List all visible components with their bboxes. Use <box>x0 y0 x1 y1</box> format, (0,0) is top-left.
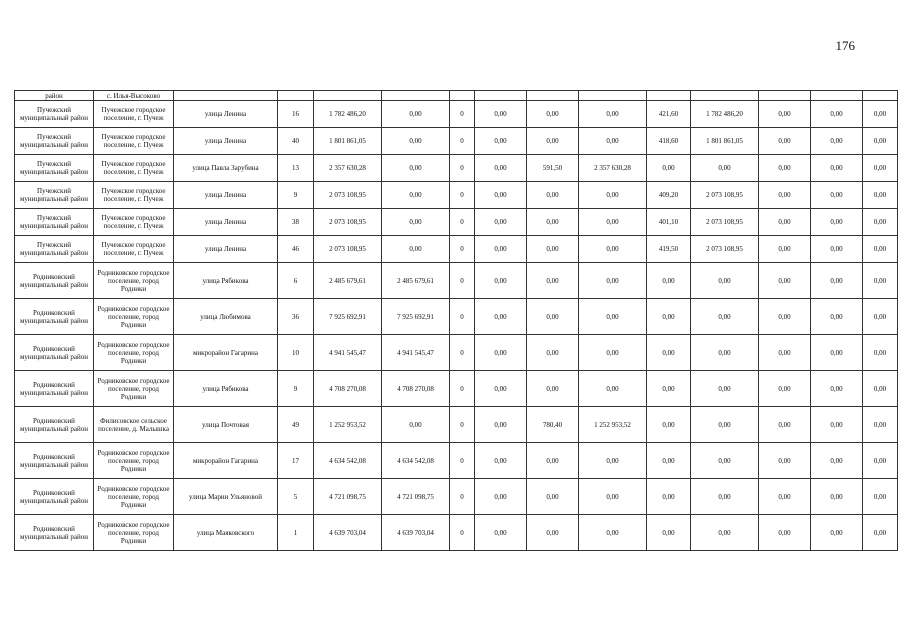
table-cell: Пучежское городское поселение, г. Пучеж <box>94 155 174 182</box>
table-cell: Родниковское городское поселение, город Родники <box>94 371 174 407</box>
table-cell: Пучежское городское поселение, г. Пучеж <box>94 236 174 263</box>
table-cell: 1 <box>278 515 314 551</box>
table-cell: 0,00 <box>811 407 863 443</box>
table-cell: Пучежский муниципальный район <box>15 182 94 209</box>
table-row <box>15 236 898 263</box>
table-cell: 49 <box>278 407 314 443</box>
table-cell: 0,00 <box>863 128 898 155</box>
table-cell: 0,00 <box>811 182 863 209</box>
table-cell: 0,00 <box>863 407 898 443</box>
table-cell <box>759 91 811 101</box>
table-cell: 0,00 <box>759 263 811 299</box>
table-cell: 13 <box>278 155 314 182</box>
table-cell: улица Ленина <box>174 236 278 263</box>
table-cell: с. Илья-Высоково <box>94 91 174 101</box>
table-cell: 0,00 <box>759 236 811 263</box>
table-cell: 0,00 <box>475 263 527 299</box>
table-cell: 0,00 <box>647 407 691 443</box>
table-cell: 0,00 <box>382 128 450 155</box>
table-cell: 0,00 <box>811 155 863 182</box>
table-cell: 0,00 <box>647 263 691 299</box>
table-cell: Пучежский муниципальный район <box>15 155 94 182</box>
table-row <box>15 209 898 236</box>
table-cell: район <box>15 91 94 101</box>
table-cell: 0,00 <box>691 371 759 407</box>
table-cell: 0,00 <box>579 128 647 155</box>
table-cell: 0,00 <box>527 299 579 335</box>
table-cell: Родниковское городское поселение, город Родники <box>94 263 174 299</box>
table-cell: 0,00 <box>759 155 811 182</box>
table-cell: 2 357 630,28 <box>314 155 382 182</box>
table-cell: 0,00 <box>691 407 759 443</box>
table-cell: 4 634 542,08 <box>382 443 450 479</box>
table-cell: 0,00 <box>382 155 450 182</box>
table-row <box>15 101 898 128</box>
table-cell: 0 <box>450 299 475 335</box>
table-cell: 4 639 703,04 <box>382 515 450 551</box>
table-cell: 4 634 542,08 <box>314 443 382 479</box>
table-cell: 0,00 <box>863 371 898 407</box>
table-cell: 0,00 <box>579 182 647 209</box>
table-cell <box>811 91 863 101</box>
table-cell: улица Маяковского <box>174 515 278 551</box>
table-cell: 0,00 <box>811 209 863 236</box>
table-cell: Пучежское городское поселение, г. Пучеж <box>94 101 174 128</box>
table-cell: 5 <box>278 479 314 515</box>
table-cell <box>475 91 527 101</box>
table-cell: Пучежский муниципальный район <box>15 128 94 155</box>
table-cell: 0,00 <box>527 335 579 371</box>
table-cell: улица Почтовая <box>174 407 278 443</box>
table-cell: 0,00 <box>475 335 527 371</box>
table-cell: Родниковский муниципальный район <box>15 263 94 299</box>
table-cell: 0,00 <box>475 479 527 515</box>
table-cell: 0,00 <box>863 479 898 515</box>
table-row <box>15 479 898 515</box>
table-cell: 0,00 <box>759 371 811 407</box>
table-cell: 0 <box>450 101 475 128</box>
table-cell: 0,00 <box>863 515 898 551</box>
table-cell <box>314 91 382 101</box>
table-cell: 0,00 <box>579 443 647 479</box>
table-cell: 418,60 <box>647 128 691 155</box>
table-cell: 0,00 <box>759 209 811 236</box>
table-cell: 0,00 <box>811 371 863 407</box>
table-cell: 38 <box>278 209 314 236</box>
table-cell: 0,00 <box>475 371 527 407</box>
table-cell: 9 <box>278 182 314 209</box>
table-cell: 0,00 <box>811 101 863 128</box>
table-cell <box>450 91 475 101</box>
table-cell: 0,00 <box>691 515 759 551</box>
table-cell: 0,00 <box>863 101 898 128</box>
table-cell: 0,00 <box>863 182 898 209</box>
table-cell: 0 <box>450 182 475 209</box>
table-cell: 0,00 <box>382 182 450 209</box>
table-cell: 0,00 <box>863 335 898 371</box>
table-cell: 4 941 545,47 <box>314 335 382 371</box>
table-cell: 2 073 108,95 <box>314 209 382 236</box>
table-cell: 0,00 <box>579 263 647 299</box>
table-cell: 4 708 270,08 <box>382 371 450 407</box>
table-cell: 0,00 <box>863 209 898 236</box>
table-cell: 0,00 <box>527 479 579 515</box>
page-number: 176 <box>835 38 855 53</box>
table-cell: Родниковский муниципальный район <box>15 479 94 515</box>
table-cell: 0 <box>450 128 475 155</box>
table-cell: 46 <box>278 236 314 263</box>
table-cell: 2 073 108,95 <box>314 182 382 209</box>
table-cell: 0 <box>450 371 475 407</box>
table-row <box>15 515 898 551</box>
table-cell: 0,00 <box>475 407 527 443</box>
table-cell: 0,00 <box>579 371 647 407</box>
table-cell: 0,00 <box>691 263 759 299</box>
table-cell: 0,00 <box>382 407 450 443</box>
table-cell: 2 357 630,28 <box>579 155 647 182</box>
table-cell: 0,00 <box>579 101 647 128</box>
table-row <box>15 155 898 182</box>
table-cell: 0,00 <box>527 128 579 155</box>
table-cell: 409,20 <box>647 182 691 209</box>
table-row <box>15 335 898 371</box>
table-cell: 0,00 <box>811 515 863 551</box>
table-cell: Пучежский муниципальный район <box>15 101 94 128</box>
table-cell <box>382 91 450 101</box>
table-cell: 0,00 <box>691 155 759 182</box>
table-cell: 0,00 <box>811 479 863 515</box>
table-cell: 0,00 <box>759 182 811 209</box>
table-cell: 780,40 <box>527 407 579 443</box>
table-cell: 0,00 <box>579 209 647 236</box>
table-cell: 591,50 <box>527 155 579 182</box>
table-cell: 401,10 <box>647 209 691 236</box>
table-row <box>15 443 898 479</box>
table-cell: 2 485 679,61 <box>314 263 382 299</box>
table-cell: 0,00 <box>759 299 811 335</box>
table-cell: 40 <box>278 128 314 155</box>
table-cell: 0,00 <box>579 299 647 335</box>
table-cell: 0,00 <box>811 335 863 371</box>
table-cell: 0,00 <box>475 182 527 209</box>
table-cell: улица Марии Ульяновой <box>174 479 278 515</box>
table-cell: Пучежское городское поселение, г. Пучеж <box>94 209 174 236</box>
table-cell: микрорайон Гагарина <box>174 443 278 479</box>
table-cell: 0,00 <box>475 101 527 128</box>
table-cell: 0,00 <box>579 479 647 515</box>
table-cell: 0,00 <box>382 236 450 263</box>
table-cell: 0,00 <box>527 263 579 299</box>
table-cell: Родниковский муниципальный район <box>15 371 94 407</box>
table-cell: 10 <box>278 335 314 371</box>
table-cell: 0 <box>450 263 475 299</box>
table-cell: Родниковский муниципальный район <box>15 335 94 371</box>
table-cell: 0,00 <box>647 299 691 335</box>
table-cell: 0,00 <box>811 128 863 155</box>
table-cell: 4 721 098,75 <box>382 479 450 515</box>
table-cell: 0,00 <box>647 443 691 479</box>
table-cell: 0,00 <box>647 515 691 551</box>
table-cell: 0,00 <box>811 263 863 299</box>
table-cell: 0,00 <box>527 515 579 551</box>
table-cell: 16 <box>278 101 314 128</box>
table-cell: 2 485 679,61 <box>382 263 450 299</box>
table-cell: 7 925 692,91 <box>314 299 382 335</box>
table-cell: 0,00 <box>527 443 579 479</box>
table-cell: 0,00 <box>475 515 527 551</box>
table-cell: 0,00 <box>382 101 450 128</box>
table-cell: Родниковское городское поселение, город Родники <box>94 515 174 551</box>
table-cell <box>174 91 278 101</box>
table-cell: улица Ленина <box>174 128 278 155</box>
table-cell <box>691 91 759 101</box>
table-cell <box>527 91 579 101</box>
table-cell: Родниковский муниципальный район <box>15 443 94 479</box>
table-cell: 36 <box>278 299 314 335</box>
table-cell: Родниковский муниципальный район <box>15 515 94 551</box>
table-cell: 0,00 <box>759 443 811 479</box>
table-cell: Пучежское городское поселение, г. Пучеж <box>94 182 174 209</box>
table-cell <box>863 91 898 101</box>
table-cell: Родниковский муниципальный район <box>15 299 94 335</box>
table-cell: 0,00 <box>863 299 898 335</box>
table-cell: 0,00 <box>863 155 898 182</box>
table-cell: 0,00 <box>647 155 691 182</box>
table-cell: Родниковское городское поселение, город Родники <box>94 299 174 335</box>
table-cell: 1 252 953,52 <box>314 407 382 443</box>
table-cell: 0,00 <box>759 335 811 371</box>
table-cell: 0,00 <box>811 443 863 479</box>
table-cell: 0,00 <box>691 479 759 515</box>
table-cell: 0 <box>450 155 475 182</box>
table-cell: 4 721 098,75 <box>314 479 382 515</box>
table-cell: Родниковское городское поселение, город Родники <box>94 335 174 371</box>
table-cell: 9 <box>278 371 314 407</box>
table-cell: улица Рябикова <box>174 371 278 407</box>
table-cell: 0 <box>450 407 475 443</box>
table-cell: 0,00 <box>475 128 527 155</box>
table-cell: 0,00 <box>527 236 579 263</box>
table-cell: 0 <box>450 515 475 551</box>
table-cell: 0,00 <box>475 299 527 335</box>
table-cell: улица Павла Зарубина <box>174 155 278 182</box>
table-cell: улица Ленина <box>174 182 278 209</box>
table-cell: 0,00 <box>647 335 691 371</box>
table-row <box>15 299 898 335</box>
table-cell: 1 782 486,20 <box>691 101 759 128</box>
table-cell: 0,00 <box>527 209 579 236</box>
table-cell: 0,00 <box>759 407 811 443</box>
table-cell: 2 073 108,95 <box>691 236 759 263</box>
table-cell: 4 941 545,47 <box>382 335 450 371</box>
data-table <box>14 90 898 551</box>
table-cell: микрорайон Гагарина <box>174 335 278 371</box>
table-cell: 1 252 953,52 <box>579 407 647 443</box>
table-cell: 0,00 <box>475 209 527 236</box>
table-cell: 0,00 <box>759 128 811 155</box>
table-cell: 4 639 703,04 <box>314 515 382 551</box>
table-cell: 0,00 <box>579 236 647 263</box>
table-cell: 4 708 270,08 <box>314 371 382 407</box>
table-row <box>15 371 898 407</box>
table-cell: улица Ленина <box>174 101 278 128</box>
table-cell: 2 073 108,95 <box>691 182 759 209</box>
table-cell: 0 <box>450 209 475 236</box>
table-cell <box>278 91 314 101</box>
table-cell: 0,00 <box>759 101 811 128</box>
table-cell: 0,00 <box>475 236 527 263</box>
table-cell: Пучежское городское поселение, г. Пучеж <box>94 128 174 155</box>
table-cell: 0,00 <box>691 335 759 371</box>
table-cell: 0,00 <box>579 335 647 371</box>
table-cell: 0 <box>450 335 475 371</box>
table-cell: 0,00 <box>759 479 811 515</box>
table-cell: 0,00 <box>811 299 863 335</box>
table-cell: 0,00 <box>647 479 691 515</box>
table-cell: 421,60 <box>647 101 691 128</box>
table-row <box>15 91 898 101</box>
table-cell: Пучежский муниципальный район <box>15 209 94 236</box>
table-cell: улица Любимова <box>174 299 278 335</box>
table-cell <box>579 91 647 101</box>
table-cell: 419,50 <box>647 236 691 263</box>
table-cell: 2 073 108,95 <box>691 209 759 236</box>
table-cell: 0,00 <box>527 182 579 209</box>
table-row <box>15 128 898 155</box>
table-cell: 1 801 861,05 <box>691 128 759 155</box>
table-cell: Филисовское сельское поселение, д. Малышка <box>94 407 174 443</box>
table-cell: улица Ленина <box>174 209 278 236</box>
table-cell: 0,00 <box>382 209 450 236</box>
table-cell: 0,00 <box>647 371 691 407</box>
table-row <box>15 407 898 443</box>
table-cell: 0,00 <box>811 236 863 263</box>
table-cell: 0,00 <box>863 443 898 479</box>
table-cell: Родниковское городское поселение, город Родники <box>94 443 174 479</box>
table-row <box>15 263 898 299</box>
table-cell: 1 782 486,20 <box>314 101 382 128</box>
table-cell: 0,00 <box>475 155 527 182</box>
table-cell: 0 <box>450 443 475 479</box>
table-cell: 0,00 <box>759 515 811 551</box>
table-cell: 0 <box>450 236 475 263</box>
table-cell: 0,00 <box>527 101 579 128</box>
table-cell: 17 <box>278 443 314 479</box>
table-cell: 0,00 <box>863 263 898 299</box>
table-cell: Родниковский муниципальный район <box>15 407 94 443</box>
table-cell: 0,00 <box>691 299 759 335</box>
table-cell: 7 925 692,91 <box>382 299 450 335</box>
table-row <box>15 182 898 209</box>
table-cell: Родниковское городское поселение, город Родники <box>94 479 174 515</box>
table-cell: 6 <box>278 263 314 299</box>
table-cell: улица Рябикова <box>174 263 278 299</box>
table-cell: Пучежский муниципальный район <box>15 236 94 263</box>
table-cell: 0,00 <box>527 371 579 407</box>
table-cell <box>647 91 691 101</box>
table-cell: 1 801 861,05 <box>314 128 382 155</box>
table-cell: 2 073 108,95 <box>314 236 382 263</box>
table-cell: 0,00 <box>863 236 898 263</box>
table-cell: 0 <box>450 479 475 515</box>
table-cell: 0,00 <box>691 443 759 479</box>
table-cell: 0,00 <box>579 515 647 551</box>
table-cell: 0,00 <box>475 443 527 479</box>
